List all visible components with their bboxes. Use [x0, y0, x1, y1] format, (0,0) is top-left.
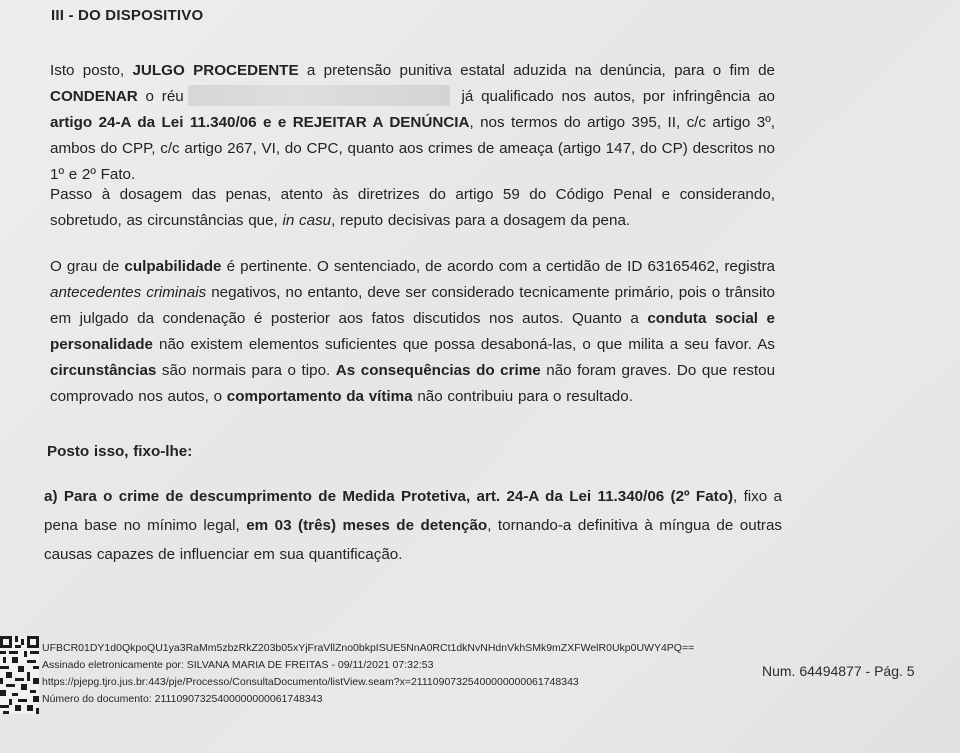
- page-number: Num. 64494877 - Pág. 5: [762, 663, 915, 679]
- paragraph-item-a: [44, 482, 782, 569]
- redacted-name: [188, 85, 450, 106]
- paragraph-verdict: [50, 58, 775, 188]
- bold-text: em 03 (três) meses de detenção: [246, 517, 488, 534]
- text: , tornando-a definitiva à míngua de outras causas capazes de influenciar em sua quantificação.: [44, 517, 783, 563]
- text: , reputo decisivas para a dosagem da pena.: [331, 212, 631, 229]
- text: o réu: [137, 88, 184, 105]
- document-number: Número do documento: 21110907325400000000061748343: [42, 693, 323, 705]
- bold-text: conduta social e personalidade: [50, 310, 775, 353]
- text: é pertinente. O sentenciado, de acordo com a certidão de ID 63165462, registra: [221, 258, 775, 275]
- bold-text: circunstâncias: [50, 362, 157, 379]
- text: Passo à dosagem das penas, atento às diretrizes do artigo 59 do Código Penal e considerando, sobretudo, as circunstâncias que,: [50, 186, 775, 229]
- bold-text: comportamento da vítima: [226, 388, 413, 405]
- bold-text: CONDENAR: [50, 88, 138, 105]
- bold-text: artigo 24-A da Lei 11.340/06 e e REJEITAR A DENÚNCIA: [50, 114, 470, 131]
- text: , nos termos do artigo 395, II, c/c artigo 3º, ambos do CPP, c/c artigo 267, VI, do CPC, quanto aos crimes de ameaça (artigo 147, do CP) descritos no 1º e 2º Fato.: [50, 114, 775, 183]
- paragraph-fix: [47, 439, 772, 465]
- text: O grau de: [50, 258, 125, 275]
- bold-text: culpabilidade: [124, 258, 222, 275]
- bold-text: Posto isso, fixo-lhe:: [47, 443, 193, 460]
- text: negativos, no entanto, deve ser considerado tecnicamente primário, pois o trânsito em julgado da condenação é posterior aos fatos discutidos nos autos. Quanto a: [50, 284, 775, 327]
- qr-code-icon: [0, 636, 39, 714]
- italic-text: antecedentes criminais: [50, 284, 207, 301]
- text: a pretensão punitiva estatal aduzida na denúncia, para o fim de: [298, 62, 775, 79]
- bold-text: a) Para o crime de descumprimento de Medida Protetiva, art. 24-A da Lei 11.340/06 (2º Fato): [44, 488, 734, 505]
- text: não contribuiu para o resultado.: [412, 388, 633, 405]
- italic-text: in casu: [282, 212, 332, 229]
- text: , fixo a pena base no mínimo legal,: [44, 488, 782, 534]
- bold-text: As consequências do crime: [335, 362, 541, 379]
- text: são normais para o tipo.: [156, 362, 336, 379]
- bold-text: JULGO PROCEDENTE: [132, 62, 299, 79]
- section-heading: III - DO DISPOSITIVO: [51, 7, 204, 24]
- paragraph-culpability: [50, 254, 775, 410]
- signed-by: Assinado eletronicamente por: SILVANA MARIA DE FREITAS - 09/11/2021 07:32:53: [42, 659, 434, 671]
- text: já qualificado nos autos, por infringência ao: [453, 88, 775, 105]
- paragraph-dosage: [50, 182, 775, 234]
- text: Isto posto,: [50, 62, 133, 79]
- signature-hash: UFBCR01DY1d0QkpoQU1ya3RaMm5zbzRkZ203b05xYjFraVllZno0bkpISUE5NnA0RCt1dkNvNHdnVkhSMk9mZXFWelR0Ukp0UWY4PQ==: [42, 642, 695, 654]
- electronic-signature-block: [42, 640, 694, 708]
- text: não foram graves. Do que restou comprovado nos autos, o: [50, 362, 776, 405]
- text: não existem elementos suficientes que possa desaboná-las, o que milita a seu favor. As: [152, 336, 775, 353]
- document-url: https://pjepg.tjro.jus.br:443/pje/Processo/ConsultaDocumento/listView.seam?x=21110907325400000000061748343: [42, 676, 579, 688]
